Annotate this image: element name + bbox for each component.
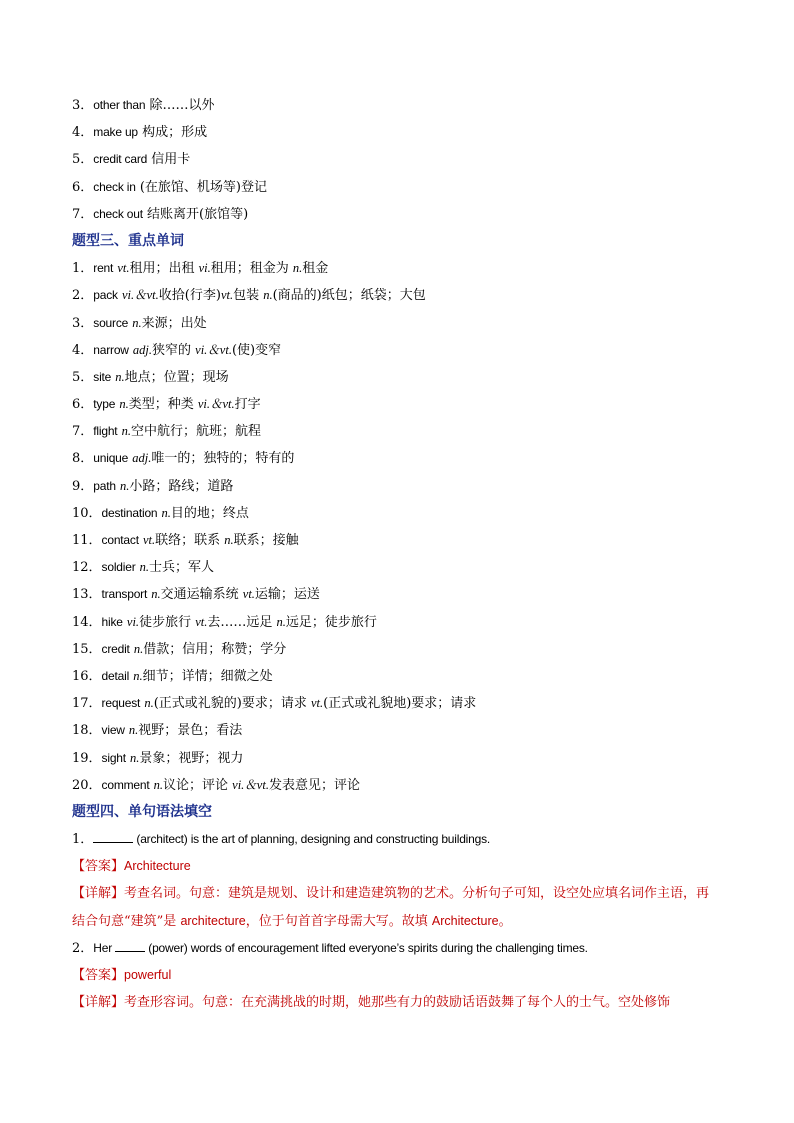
word-item: 18．view n.视野；景色；看法 — [72, 723, 243, 739]
phrase-item: 6．check in (在旅馆、机场等)登记 — [72, 179, 267, 195]
document-page — [72, 92, 722, 1016]
question-text: (power) words of encouragement lifted everyone’s spirits during the challenging times. — [145, 940, 588, 955]
answer-2 — [72, 962, 722, 989]
phrase-item: 4．make up 构成；形成 — [72, 125, 208, 141]
word-item: 4．narrow adj.狭窄的 vi.＆vt.(使)变窄 — [72, 342, 282, 358]
word-item: 5．site n.地点；位置；现场 — [72, 369, 229, 385]
detail-label: 【详解】 — [72, 886, 125, 902]
answer-value: Architecture — [124, 859, 191, 874]
word-item: 2．pack vi.＆vt.收拾(行李)vt.包装 n.(商品的)纸包；纸袋；大包 — [72, 288, 426, 304]
answer-blank[interactable] — [115, 939, 145, 952]
word-item: 17．request n.(正式或礼貌的)要求；请求 vt.(正式或礼貌地)要求；请求 — [72, 696, 477, 712]
detail-label: 【详解】 — [72, 995, 125, 1011]
word-item: 9．path n.小路；路线；道路 — [72, 478, 234, 494]
word-item: 6．type n.类型；种类 vi.＆vt.打字 — [72, 397, 261, 413]
detail-1: 【详解】考查名词。句意：建筑是规划、设计和建造建筑物的艺术。分析句子可知，设空处应填名词作主语，再结合句意“建筑”是 architecture，位于句首首字母需大写。故填 Architecture。 — [72, 886, 710, 929]
question-text: (architect) is the art of planning, designing and constructing buildings. — [133, 832, 491, 847]
word-list — [72, 255, 722, 799]
question-2: 2．Her (power) words of encouragement lifted everyone’s spirits during the challenging times. — [72, 940, 588, 956]
word-item: 3．source n.来源；出处 — [72, 315, 207, 331]
question-1 — [72, 826, 722, 853]
answer-blank[interactable] — [93, 830, 133, 843]
phrase-item: 3．other than 除……以外 — [72, 98, 215, 113]
phrase-list — [72, 92, 722, 228]
answer-value: powerful — [124, 968, 172, 983]
word-item: 7．flight n.空中航行；航班；航程 — [72, 424, 261, 440]
section-title-grammar-fill: 题型四、单句语法填空 — [72, 803, 212, 820]
word-item: 12．soldier n.士兵；军人 — [72, 560, 215, 576]
phrase-item: 7．check out 结账离开(旅馆等) — [72, 206, 249, 222]
answer-label: 【答案】 — [72, 859, 125, 875]
word-item: 1．rent vt.租用；出租 vi.租用；租金为 n.租金 — [72, 261, 329, 277]
word-item: 15．credit n.借款；信用；称赞；学分 — [72, 641, 287, 657]
section-title-key-words: 题型三、重点单词 — [72, 232, 184, 249]
answer-1 — [72, 853, 722, 880]
word-item: 8．unique adj.唯一的；独特的；特有的 — [72, 451, 295, 467]
word-item: 10．destination n.目的地；终点 — [72, 505, 249, 521]
word-item: 14．hike vi.徒步旅行 vt.去……远足 n.远足；徒步旅行 — [72, 614, 377, 630]
word-item: 11．contact vt.联络；联系 n.联系；接触 — [72, 533, 299, 548]
word-item: 13．transport n.交通运输系统 vt.运输；运送 — [72, 587, 320, 603]
question-number: 1． — [72, 832, 94, 848]
answer-label: 【答案】 — [72, 968, 125, 984]
detail-2: 【详解】考查形容词。句意：在充满挑战的时期，她那些有力的鼓励话语鼓舞了每个人的士气。空处修饰 — [72, 995, 671, 1011]
question-number: 2． — [72, 940, 94, 956]
word-item: 19．sight n.景象；视野；视力 — [72, 750, 244, 766]
word-item: 16．detail n.细节；详情；细微之处 — [72, 668, 273, 684]
phrase-item: 5．credit card 信用卡 — [72, 152, 191, 168]
word-item: 20．comment n.议论；评论 vi.＆vt.发表意见；评论 — [72, 777, 360, 793]
